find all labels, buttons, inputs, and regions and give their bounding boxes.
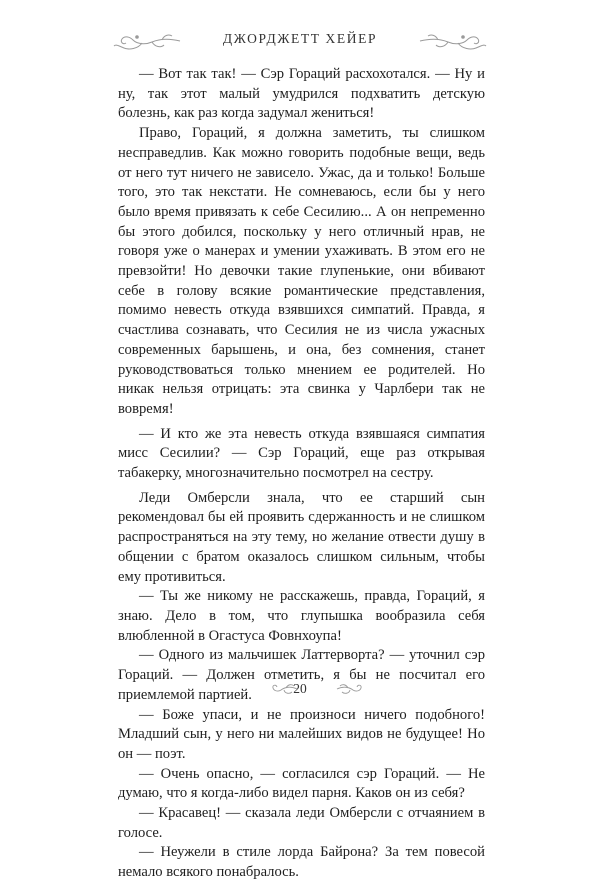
paragraph: — Красавец! — сказала леди Омберсли с отчаянием в голосе.: [118, 805, 485, 841]
flourish-ornament-icon: [336, 682, 364, 696]
paragraph: — Боже упаси, и не произноси ничего подобного! Младший сын, у него ни малейших видов не будущее! Но он — поэт.: [118, 706, 485, 762]
paragraph: — Одного из мальчишек Латтерворта? — уточнил сэр Гораций. — Должен отметить, я бы не посчитал его приемлемой партией.: [118, 647, 485, 703]
page-number: 20: [293, 681, 307, 696]
paragraph: — Очень опасно, — согласился сэр Гораций. — Не думаю, что я когда-либо видел парня. Каков он из себя?: [118, 765, 485, 802]
paragraph: Леди Омберсли знала, что ее старший сын рекомендовал бы ей проявить сдержанность и не слишком распространяться на эту тему, но желание отвести душу в общении с братом оказалось слишком сильным, чтобы ему противиться.: [118, 489, 485, 585]
page-body: [118, 65, 485, 883]
paragraph: — И кто же эта невесть откуда взявшаяся симпатия мисс Сесилии? — Сэр Гораций, еще раз открывая табакерку, многозначительно посмотрел на сестру.: [118, 425, 485, 482]
paragraph: — Вот так так! — Сэр Гораций расхохотался. — Ну и ну, так этот малый умудрился подхватить детскую болезнь, как раз когда задумал жениться!: [118, 66, 485, 122]
paragraph: Право, Гораций, я должна заметить, ты слишком несправедлив. Как можно говорить подобные вещи, ведь от него тут ничего не зависело. Ужас, да и только! Больше того, это так некстати. Не сомневаюсь, если бы у него было время привязать к себе Сесилию... А он непременно бы этого добился, поскольку у него отличный нрав, не говоря уже о манерах и умении ухаживать. В этом его не превзойти! Но девочки такие глупенькие, они вбивают себе в голову всякие романтические представления, помимо невесть откуда взявшихся симпатий. Правда, я счастлива сознавать, что Сесилия не из числа ужасных современных барышень, и она, без сомнения, станет руководствоваться только мнением ее родителей. Но никак нельзя отрицать: эта свинка у Чарлбери так не вовремя!: [118, 125, 485, 417]
flourish-ornament-icon: [418, 30, 488, 54]
running-header: [0, 30, 600, 54]
paragraph: — Неужели в стиле лорда Байрона? За тем повесой немало всякого понабралось.: [118, 844, 485, 881]
paragraph: — Ты же никому не расскажешь, правда, Гораций, я знаю. Дело в том, что глупышка вообразила себя влюбленной в Огастуса Фовнхоупа!: [118, 588, 485, 644]
book-author-header: ДЖОРДЖЕТТ ХЕЙЕР: [222, 31, 378, 46]
page-footer: [0, 678, 600, 702]
